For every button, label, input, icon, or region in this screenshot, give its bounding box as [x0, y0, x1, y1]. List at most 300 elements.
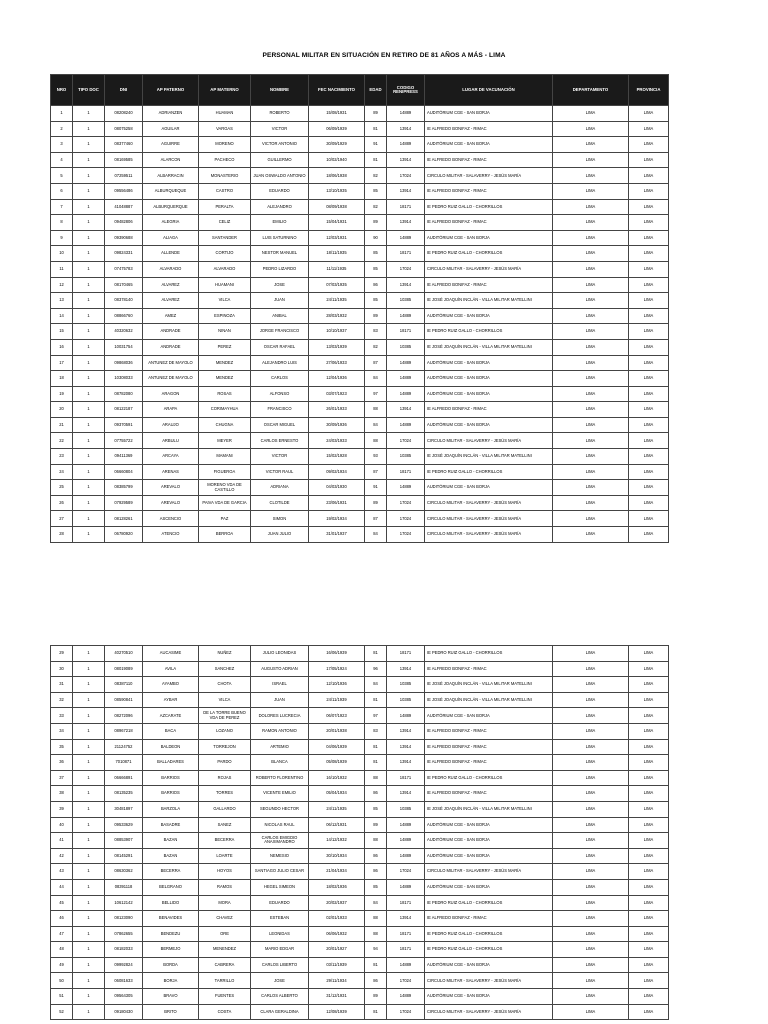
- cell-tipo-doc: 1: [73, 739, 105, 755]
- cell-dni: 08385799: [105, 480, 143, 496]
- cell-nombre: CARLOS ERNESTO: [251, 433, 309, 449]
- cell-nombre: VICTOR RAUL: [251, 464, 309, 480]
- cell-nombre: EMILIO: [251, 215, 309, 231]
- table-row: [51, 1004, 669, 1020]
- cell-lugar-vacunacion: AUDITÓRIUM CGE - SAN BORJA: [425, 355, 553, 371]
- cell-lugar-vacunacion: IE ALFREDO BONIFAZ - RIMAC: [425, 786, 553, 802]
- cell-edad: 88: [365, 770, 387, 786]
- table-row: [51, 480, 669, 496]
- cell-ap-materno: TORREJON: [199, 739, 251, 755]
- cell-departamento: LIMA: [553, 755, 629, 771]
- cell-tipo-doc: 1: [73, 480, 105, 496]
- cell-provincia: LIMA: [629, 371, 669, 387]
- table-row: [51, 417, 669, 433]
- cell-dni: 06666891: [105, 770, 143, 786]
- cell-dni: 09868036: [105, 355, 143, 371]
- cell-ap-paterno: BACA: [143, 723, 199, 739]
- cell-ap-materno: TARRILLO: [199, 973, 251, 989]
- table-row: [51, 355, 669, 371]
- cell-nro: 7: [51, 199, 73, 215]
- cell-nro: 12: [51, 277, 73, 293]
- cell-dni: 41048887: [105, 199, 143, 215]
- cell-ap-materno: TORRES: [199, 786, 251, 802]
- cell-provincia: LIMA: [629, 677, 669, 693]
- cell-lugar-vacunacion: IE ALFREDO BONIFAZ - RIMAC: [425, 739, 553, 755]
- cell-departamento: LIMA: [553, 511, 629, 527]
- cell-provincia: LIMA: [629, 957, 669, 973]
- table-row: [51, 324, 669, 340]
- cell-fec-nacimiento: 14/12/1932: [309, 833, 365, 849]
- cell-tipo-doc: 1: [73, 692, 105, 708]
- cell-edad: 89: [365, 495, 387, 511]
- column-header-lugar-vacunacion: LUGAR DE VACUNACIÓN: [425, 75, 553, 106]
- cell-ap-materno: VILCA: [199, 293, 251, 309]
- table-row: [51, 973, 669, 989]
- cell-codigo-renipress: 13914: [387, 911, 425, 927]
- cell-lugar-vacunacion: CIRCULO MILITAR - SALAVERRY - JESÚS MARÍA: [425, 433, 553, 449]
- cell-tipo-doc: 1: [73, 1004, 105, 1020]
- cell-lugar-vacunacion: IE JOSÉ JOAQUÍN INCLÁN - VILLA MILITAR MATELLINI: [425, 339, 553, 355]
- cell-fec-nacimiento: 30/10/1934: [309, 848, 365, 864]
- cell-nombre: ALEJANDRO: [251, 199, 309, 215]
- column-header-departamento: DEPARTAMENTO: [553, 75, 629, 106]
- cell-departamento: LIMA: [553, 402, 629, 418]
- cell-dni: 06780920: [105, 527, 143, 543]
- cell-nro: 18: [51, 371, 73, 387]
- cell-dni: 7010871: [105, 755, 143, 771]
- cell-dni: 08967218: [105, 723, 143, 739]
- cell-fec-nacimiento: 12/08/1939: [309, 1004, 365, 1020]
- cell-fec-nacimiento: 17/05/1924: [309, 661, 365, 677]
- cell-lugar-vacunacion: AUDITÓRIUM CGE - SAN BORJA: [425, 137, 553, 153]
- cell-nombre: CLOTILDE: [251, 495, 309, 511]
- cell-nombre: JOSE: [251, 973, 309, 989]
- cell-dni: 09564305: [105, 989, 143, 1005]
- cell-nombre: ANIBAL: [251, 308, 309, 324]
- cell-tipo-doc: 1: [73, 646, 105, 662]
- cell-departamento: LIMA: [553, 527, 629, 543]
- cell-fec-nacimiento: 07/03/1935: [309, 277, 365, 293]
- cell-fec-nacimiento: 24/11/1939: [309, 692, 365, 708]
- cell-provincia: LIMA: [629, 1004, 669, 1020]
- cell-lugar-vacunacion: IE ALFREDO BONIFAZ - RIMAC: [425, 152, 553, 168]
- cell-nro: 43: [51, 864, 73, 880]
- cell-departamento: LIMA: [553, 989, 629, 1005]
- cell-provincia: LIMA: [629, 801, 669, 817]
- cell-codigo-renipress: 14889: [387, 833, 425, 849]
- cell-ap-paterno: ANTUNEZ DE MAYOLO: [143, 355, 199, 371]
- cell-departamento: LIMA: [553, 277, 629, 293]
- cell-provincia: LIMA: [629, 989, 669, 1005]
- cell-provincia: LIMA: [629, 895, 669, 911]
- table-row: [51, 708, 669, 724]
- cell-ap-paterno: ALVARADO: [143, 261, 199, 277]
- cell-dni: 08208240: [105, 106, 143, 122]
- cell-edad: 81: [365, 739, 387, 755]
- cell-departamento: LIMA: [553, 739, 629, 755]
- cell-tipo-doc: 1: [73, 801, 105, 817]
- cell-codigo-renipress: 14889: [387, 308, 425, 324]
- cell-ap-paterno: ALBURQUERQUE: [143, 199, 199, 215]
- cell-codigo-renipress: 14889: [387, 137, 425, 153]
- cell-nro: 16: [51, 339, 73, 355]
- table-row: [51, 911, 669, 927]
- cell-codigo-renipress: 18171: [387, 246, 425, 262]
- cell-nombre: VICENTE EMILIO: [251, 786, 309, 802]
- cell-codigo-renipress: 14889: [387, 106, 425, 122]
- cell-dni: 07259511: [105, 168, 143, 184]
- cell-departamento: LIMA: [553, 464, 629, 480]
- cell-nombre: SIMON: [251, 511, 309, 527]
- cell-nro: 8: [51, 215, 73, 231]
- cell-ap-paterno: ANTUNEZ DE MAYOLO: [143, 371, 199, 387]
- cell-ap-paterno: ASCENCIO: [143, 511, 199, 527]
- cell-lugar-vacunacion: IE PEDRO RUIZ GALLO - CHORRILLOS: [425, 895, 553, 911]
- cell-tipo-doc: 1: [73, 942, 105, 958]
- cell-codigo-renipress: 18171: [387, 324, 425, 340]
- cell-ap-materno: ESPINOZA: [199, 308, 251, 324]
- cell-codigo-renipress: 17024: [387, 495, 425, 511]
- cell-ap-paterno: AYBAR: [143, 692, 199, 708]
- cell-nombre: NICOLAS RAUL: [251, 817, 309, 833]
- cell-edad: 85: [365, 246, 387, 262]
- cell-tipo-doc: 1: [73, 527, 105, 543]
- column-header-nro: NRO: [51, 75, 73, 106]
- cell-provincia: LIMA: [629, 464, 669, 480]
- cell-fec-nacimiento: 28/03/1932: [309, 308, 365, 324]
- cell-fec-nacimiento: 20/01/1927: [309, 942, 365, 958]
- table-row: [51, 183, 669, 199]
- cell-fec-nacimiento: 15/08/1931: [309, 106, 365, 122]
- cell-ap-paterno: BORDA: [143, 957, 199, 973]
- cell-ap-materno: BERROA: [199, 527, 251, 543]
- cell-ap-materno: ROSAS: [199, 386, 251, 402]
- cell-codigo-renipress: 13914: [387, 402, 425, 418]
- cell-ap-materno: PEREZ: [199, 339, 251, 355]
- cell-departamento: LIMA: [553, 1004, 629, 1020]
- cell-ap-materno: MORA: [199, 895, 251, 911]
- cell-departamento: LIMA: [553, 308, 629, 324]
- cell-nro: 44: [51, 879, 73, 895]
- cell-nro: 50: [51, 973, 73, 989]
- cell-ap-materno: SANEZ: [199, 817, 251, 833]
- cell-fec-nacimiento: 02/01/1933: [309, 911, 365, 927]
- cell-fec-nacimiento: 06/07/1923: [309, 708, 365, 724]
- military-personnel-table-part-1: [50, 74, 669, 543]
- cell-edad: 97: [365, 386, 387, 402]
- cell-tipo-doc: 1: [73, 864, 105, 880]
- cell-dni: 08377460: [105, 137, 143, 153]
- cell-dni: 09370591: [105, 417, 143, 433]
- cell-edad: 81: [365, 755, 387, 771]
- column-header-codigo-renipress: CODIGO RENIPRESS: [387, 75, 425, 106]
- cell-departamento: LIMA: [553, 801, 629, 817]
- cell-ap-paterno: ATENCIO: [143, 527, 199, 543]
- table-row: [51, 817, 669, 833]
- cell-tipo-doc: 1: [73, 152, 105, 168]
- cell-nombre: CLARA GERALDINA: [251, 1004, 309, 1020]
- cell-nombre: CARLOS LIBERTO: [251, 957, 309, 973]
- cell-ap-materno: LOZANO: [199, 723, 251, 739]
- cell-dni: 09992824: [105, 957, 143, 973]
- cell-ap-paterno: BARRIOS: [143, 786, 199, 802]
- cell-codigo-renipress: 14889: [387, 230, 425, 246]
- cell-departamento: LIMA: [553, 433, 629, 449]
- cell-codigo-renipress: 18171: [387, 464, 425, 480]
- cell-lugar-vacunacion: IE JOSÉ JOAQUÍN INCLÁN - VILLA MILITAR MATELLINI: [425, 449, 553, 465]
- cell-lugar-vacunacion: AUDITÓRIUM CGE - SAN BORJA: [425, 371, 553, 387]
- table-body: [51, 106, 669, 543]
- cell-codigo-renipress: 17024: [387, 433, 425, 449]
- cell-ap-paterno: ALBARRACIN: [143, 168, 199, 184]
- cell-dni: 21124752: [105, 739, 143, 755]
- cell-fec-nacimiento: 16/06/1939: [309, 646, 365, 662]
- cell-edad: 86: [365, 848, 387, 864]
- cell-departamento: LIMA: [553, 723, 629, 739]
- cell-ap-paterno: BENAVIDES: [143, 911, 199, 927]
- cell-nro: 41: [51, 833, 73, 849]
- cell-ap-materno: CASTRO: [199, 183, 251, 199]
- cell-nombre: SANTIAGO JULIO CESAR: [251, 864, 309, 880]
- cell-ap-materno: PAZ: [199, 511, 251, 527]
- cell-provincia: LIMA: [629, 277, 669, 293]
- cell-departamento: LIMA: [553, 199, 629, 215]
- cell-nro: 24: [51, 464, 73, 480]
- cell-provincia: LIMA: [629, 449, 669, 465]
- cell-nombre: LEONIDAS: [251, 926, 309, 942]
- cell-nro: 35: [51, 739, 73, 755]
- cell-codigo-renipress: 17024: [387, 864, 425, 880]
- cell-fec-nacimiento: 06/12/1931: [309, 817, 365, 833]
- cell-lugar-vacunacion: IE PEDRO RUIZ GALLO - CHORRILLOS: [425, 324, 553, 340]
- cell-codigo-renipress: 14889: [387, 848, 425, 864]
- cell-dni: 08123090: [105, 911, 143, 927]
- cell-lugar-vacunacion: CIRCULO MILITAR - SALAVERRY - JESÚS MARÍA: [425, 864, 553, 880]
- cell-ap-materno: CELIZ: [199, 215, 251, 231]
- column-header-provincia: PROVINCIA: [629, 75, 669, 106]
- cell-provincia: LIMA: [629, 786, 669, 802]
- cell-ap-paterno: AREVALO: [143, 480, 199, 496]
- cell-tipo-doc: 1: [73, 433, 105, 449]
- cell-fec-nacimiento: 31/01/1937: [309, 527, 365, 543]
- cell-nro: 14: [51, 308, 73, 324]
- cell-ap-paterno: ALVAREZ: [143, 293, 199, 309]
- cell-nro: 34: [51, 723, 73, 739]
- table-row: [51, 692, 669, 708]
- cell-fec-nacimiento: 10/10/1937: [309, 324, 365, 340]
- table-row: [51, 371, 669, 387]
- cell-departamento: LIMA: [553, 692, 629, 708]
- cell-edad: 88: [365, 926, 387, 942]
- cell-departamento: LIMA: [553, 817, 629, 833]
- cell-ap-paterno: AZCARATE: [143, 708, 199, 724]
- cell-codigo-renipress: 10385: [387, 677, 425, 693]
- cell-departamento: LIMA: [553, 261, 629, 277]
- table-row: [51, 386, 669, 402]
- cell-nombre: ADRIANA: [251, 480, 309, 496]
- cell-ap-materno: CORIMAYHUA: [199, 402, 251, 418]
- cell-departamento: LIMA: [553, 106, 629, 122]
- cell-codigo-renipress: 18171: [387, 646, 425, 662]
- column-header-ap-paterno: AP PATERNO: [143, 75, 199, 106]
- cell-fec-nacimiento: 24/11/1935: [309, 801, 365, 817]
- cell-lugar-vacunacion: AUDITÓRIUM CGE - SAN BORJA: [425, 989, 553, 1005]
- cell-ap-paterno: ARCAYA: [143, 449, 199, 465]
- cell-dni: 08075258: [105, 121, 143, 137]
- cell-departamento: LIMA: [553, 864, 629, 880]
- cell-ap-paterno: BRITO: [143, 1004, 199, 1020]
- cell-dni: 08272096: [105, 708, 143, 724]
- cell-edad: 88: [365, 433, 387, 449]
- cell-ap-materno: HOYOS: [199, 864, 251, 880]
- cell-provincia: LIMA: [629, 386, 669, 402]
- cell-ap-paterno: AMEZ: [143, 308, 199, 324]
- cell-nro: 51: [51, 989, 73, 1005]
- cell-edad: 85: [365, 183, 387, 199]
- cell-provincia: LIMA: [629, 199, 669, 215]
- cell-ap-paterno: BALLADARES: [143, 755, 199, 771]
- cell-provincia: LIMA: [629, 511, 669, 527]
- cell-fec-nacimiento: 10/02/1940: [309, 152, 365, 168]
- cell-ap-paterno: AGUILAR: [143, 121, 199, 137]
- cell-codigo-renipress: 10385: [387, 801, 425, 817]
- cell-tipo-doc: 1: [73, 926, 105, 942]
- cell-lugar-vacunacion: IE PEDRO RUIZ GALLO - CHORRILLOS: [425, 464, 553, 480]
- cell-nombre: NESTOR MANUEL: [251, 246, 309, 262]
- cell-nombre: AUGUSTO ADRIAN: [251, 661, 309, 677]
- cell-provincia: LIMA: [629, 324, 669, 340]
- cell-provincia: LIMA: [629, 879, 669, 895]
- cell-tipo-doc: 1: [73, 848, 105, 864]
- cell-fec-nacimiento: 13/10/1935: [309, 183, 365, 199]
- cell-ap-materno: CABRERA: [199, 957, 251, 973]
- cell-codigo-renipress: 17024: [387, 973, 425, 989]
- cell-departamento: LIMA: [553, 339, 629, 355]
- cell-tipo-doc: 1: [73, 417, 105, 433]
- cell-nro: 30: [51, 661, 73, 677]
- cell-codigo-renipress: 14889: [387, 386, 425, 402]
- cell-tipo-doc: 1: [73, 708, 105, 724]
- table-row: [51, 661, 669, 677]
- cell-departamento: LIMA: [553, 786, 629, 802]
- cell-nombre: CARLOS ALBERTO: [251, 989, 309, 1005]
- cell-tipo-doc: 1: [73, 723, 105, 739]
- cell-edad: 88: [365, 911, 387, 927]
- table-row: [51, 137, 669, 153]
- cell-ap-materno: HUAMAN: [199, 106, 251, 122]
- cell-edad: 81: [365, 692, 387, 708]
- cell-edad: 84: [365, 527, 387, 543]
- table-row: [51, 168, 669, 184]
- cell-dni: 09482806: [105, 215, 143, 231]
- cell-ap-paterno: AYAMBO: [143, 677, 199, 693]
- cell-edad: 93: [365, 449, 387, 465]
- column-header-dni: DNI: [105, 75, 143, 106]
- cell-ap-paterno: ALLENDE: [143, 246, 199, 262]
- cell-departamento: LIMA: [553, 137, 629, 153]
- cell-nro: 13: [51, 293, 73, 309]
- cell-lugar-vacunacion: IE ALFREDO BONIFAZ - RIMAC: [425, 402, 553, 418]
- cell-provincia: LIMA: [629, 215, 669, 231]
- cell-lugar-vacunacion: IE ALFREDO BONIFAZ - RIMAC: [425, 183, 553, 199]
- cell-ap-paterno: AREVALO: [143, 495, 199, 511]
- cell-dni: 08866760: [105, 308, 143, 324]
- cell-tipo-doc: 1: [73, 973, 105, 989]
- cell-nombre: CARLOS: [251, 371, 309, 387]
- cell-dni: 07475783: [105, 261, 143, 277]
- cell-departamento: LIMA: [553, 230, 629, 246]
- cell-ap-materno: CORTIJO: [199, 246, 251, 262]
- cell-nro: 15: [51, 324, 73, 340]
- cell-fec-nacimiento: 05/04/1934: [309, 786, 365, 802]
- cell-departamento: LIMA: [553, 879, 629, 895]
- table-row: [51, 433, 669, 449]
- cell-nro: 27: [51, 511, 73, 527]
- cell-edad: 83: [365, 723, 387, 739]
- cell-nro: 39: [51, 801, 73, 817]
- cell-dni: 40270510: [105, 646, 143, 662]
- cell-fec-nacimiento: 03/11/1939: [309, 957, 365, 973]
- cell-provincia: LIMA: [629, 417, 669, 433]
- cell-ap-materno: ROJAS: [199, 770, 251, 786]
- cell-ap-paterno: BAZAN: [143, 833, 199, 849]
- cell-dni: 08169585: [105, 152, 143, 168]
- cell-edad: 85: [365, 261, 387, 277]
- table-row: [51, 152, 669, 168]
- cell-tipo-doc: 1: [73, 183, 105, 199]
- military-personnel-table-part-2: [50, 645, 669, 1020]
- cell-lugar-vacunacion: AUDITÓRIUM CGE - SAN BORJA: [425, 957, 553, 973]
- cell-nro: 36: [51, 755, 73, 771]
- cell-nro: 45: [51, 895, 73, 911]
- cell-departamento: LIMA: [553, 152, 629, 168]
- cell-nombre: ARTEMIO: [251, 739, 309, 755]
- cell-nro: 49: [51, 957, 73, 973]
- cell-ap-materno: ALVARADO: [199, 261, 251, 277]
- cell-fec-nacimiento: 24/03/1933: [309, 433, 365, 449]
- cell-dni: 08145291: [105, 848, 143, 864]
- cell-edad: 87: [365, 511, 387, 527]
- cell-nro: 37: [51, 770, 73, 786]
- cell-codigo-renipress: 18171: [387, 895, 425, 911]
- cell-provincia: LIMA: [629, 864, 669, 880]
- cell-provincia: LIMA: [629, 708, 669, 724]
- cell-edad: 84: [365, 677, 387, 693]
- cell-ap-paterno: BELLIDO: [143, 895, 199, 911]
- cell-dni: 09411369: [105, 449, 143, 465]
- cell-codigo-renipress: 14889: [387, 355, 425, 371]
- cell-tipo-doc: 1: [73, 449, 105, 465]
- cell-fec-nacimiento: 21/04/1934: [309, 864, 365, 880]
- cell-tipo-doc: 1: [73, 230, 105, 246]
- cell-departamento: LIMA: [553, 417, 629, 433]
- cell-codigo-renipress: 14889: [387, 417, 425, 433]
- cell-ap-paterno: AUCASIME: [143, 646, 199, 662]
- cell-ap-materno: CHOTA: [199, 677, 251, 693]
- cell-ap-paterno: ARAPA: [143, 402, 199, 418]
- cell-lugar-vacunacion: CIRCULO MILITAR - SALAVERRY - JESÚS MARÍA: [425, 527, 553, 543]
- cell-edad: 86: [365, 786, 387, 802]
- cell-nombre: EDUARDO: [251, 183, 309, 199]
- cell-tipo-doc: 1: [73, 833, 105, 849]
- table-row: [51, 895, 669, 911]
- table-row: [51, 230, 669, 246]
- cell-fec-nacimiento: 26/01/1933: [309, 402, 365, 418]
- cell-ap-materno: BECERRA: [199, 833, 251, 849]
- cell-provincia: LIMA: [629, 402, 669, 418]
- cell-edad: 86: [365, 973, 387, 989]
- cell-codigo-renipress: 13914: [387, 152, 425, 168]
